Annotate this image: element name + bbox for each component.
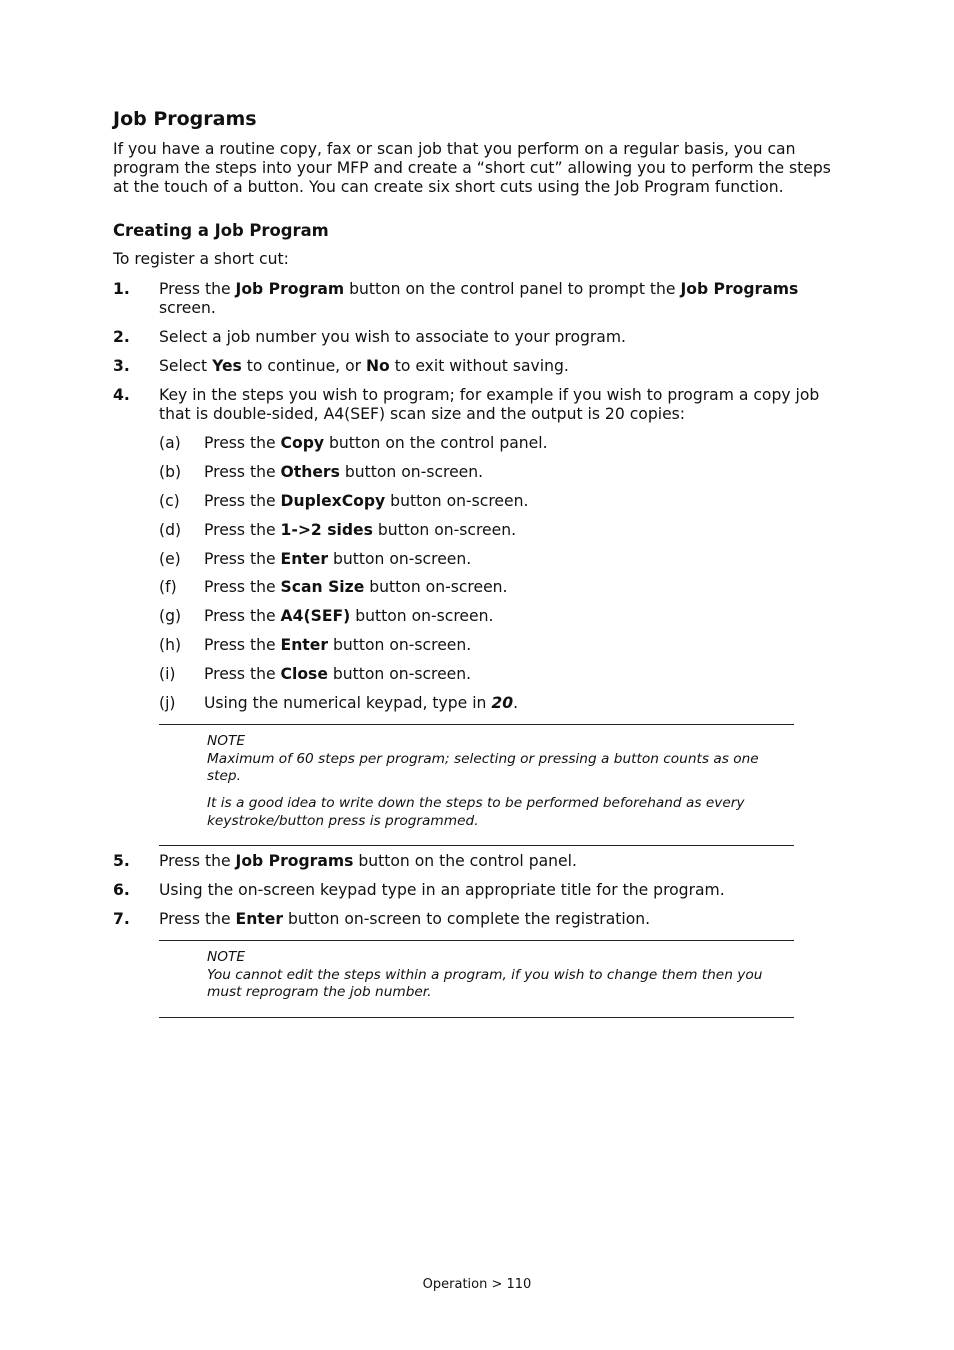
substep-bold-term: DuplexCopy [280, 492, 386, 510]
subsection-title: Creating a Job Program [113, 221, 329, 240]
substep-bold-term: Enter [280, 550, 329, 568]
step-text: Using the on-screen keypad type in an appropriate title for the program. [159, 881, 725, 899]
substep-text-part: Press the [204, 521, 281, 539]
step-text: Key in the steps you wish to program; for example if you wish to program a copy job that is double-sided, A4(SEF) scan size and the output is 20 copies: [159, 386, 820, 423]
substep-text-part: Press the [204, 578, 281, 596]
substep-bold-term: Copy [280, 434, 325, 452]
substep-text [204, 463, 838, 482]
lead-text: To register a short cut: [113, 250, 289, 268]
substep-letter: (h) [159, 636, 182, 654]
substep-text [204, 550, 838, 569]
substep-text [204, 578, 838, 597]
step-text-part: button on-screen to complete the registration. [283, 910, 651, 928]
substep-text-part: Press the [204, 636, 281, 654]
substep-text [204, 665, 838, 684]
step-text-part: Press the [159, 852, 236, 870]
substep-letter: (g) [159, 607, 182, 625]
step-text: Select a job number you wish to associate to your program. [159, 328, 627, 346]
step-number: 1. [113, 280, 130, 298]
step-bold-term: Job Program [235, 280, 345, 298]
step-text-part: Press the [159, 280, 236, 298]
substep-text-part: button on-screen. [328, 636, 472, 654]
intro-paragraph: If you have a routine copy, fax or scan job that you perform on a regular basis, you can program the steps into your MFP and create a “short cut” allowing you to perform the steps at the touch of a button. You can create six short cuts using the Job Program function. [113, 140, 831, 196]
substep-text [204, 607, 838, 626]
substep-text-part: Press the [204, 550, 281, 568]
step-text-part: screen. [159, 299, 216, 317]
note-content [207, 949, 777, 1002]
substep-bold-term: 20 [491, 694, 514, 712]
note-box [159, 940, 794, 1018]
substep-text-part: button on the control panel. [324, 434, 548, 452]
substep-text-part: . [513, 694, 519, 712]
substep-text-part: Press the [204, 463, 281, 481]
substep-text-part: button on-screen. [328, 550, 472, 568]
step-bold-term: Yes [212, 357, 242, 375]
step-text-part: button on the control panel to prompt the [344, 280, 681, 298]
note-text: You cannot edit the steps within a program, if you wish to change them then you must reprogram the job number. [207, 966, 763, 1001]
step-text [159, 280, 838, 318]
step-number: 5. [113, 852, 130, 870]
note-label: NOTE [207, 733, 246, 749]
substep-text [204, 434, 838, 453]
step-text-part: Press the [159, 910, 236, 928]
substep-text-part: Press the [204, 492, 281, 510]
section-title: Job Programs [113, 108, 257, 130]
note-content [207, 733, 777, 831]
substep-letter: (c) [159, 492, 180, 510]
step-bold-term: No [366, 357, 390, 375]
step-text [159, 852, 838, 871]
step-text-part: button on the control panel. [353, 852, 577, 870]
substep-text-part: button on-screen. [327, 665, 472, 683]
substep-bold-term: 1->2 sides [280, 521, 373, 539]
substep-text-part: button on-screen. [350, 607, 494, 625]
substep-bold-term: Others [280, 463, 340, 481]
substep-bold-term: A4(SEF) [280, 607, 351, 625]
step-text-part: Select [159, 357, 213, 375]
step-bold-term: Enter [235, 910, 284, 928]
substep-letter: (a) [159, 434, 181, 452]
step-bold-term: Job Programs [680, 280, 799, 298]
substep-text-part: button on-screen. [364, 578, 508, 596]
note-box [159, 724, 794, 846]
substep-bold-term: Enter [280, 636, 329, 654]
step-number: 7. [113, 910, 130, 928]
substep-bold-term: Scan Size [280, 578, 365, 596]
step-number: 2. [113, 328, 130, 346]
note-text: It is a good idea to write down the steps to be performed beforehand as every keystroke/button press is programmed. [207, 795, 745, 829]
step-number: 4. [113, 386, 130, 404]
substep-text [204, 492, 838, 511]
substep-text-part: Using the numerical keypad, type in [204, 694, 492, 712]
substep-text-part: button on-screen. [372, 521, 517, 539]
step-bold-term: Job Programs [235, 852, 354, 870]
note-label: NOTE [207, 949, 246, 965]
substep-letter: (e) [159, 550, 181, 568]
substep-text [204, 636, 838, 655]
step-text [159, 910, 838, 929]
substep-text-part: button on-screen. [385, 492, 529, 510]
substep-letter: (f) [159, 578, 177, 596]
substep-text-part: Press the [204, 434, 281, 452]
step-number: 3. [113, 357, 130, 375]
substep-text [204, 521, 838, 540]
substep-text-part: button on-screen. [339, 463, 484, 481]
step-text [159, 357, 838, 376]
substep-text-part: Press the [204, 665, 281, 683]
step-text-part: to exit without saving. [389, 357, 569, 375]
substep-letter: (d) [159, 521, 182, 539]
substep-text-part: Press the [204, 607, 281, 625]
step-number: 6. [113, 881, 130, 899]
substep-letter: (b) [159, 463, 182, 481]
substep-text [204, 694, 838, 713]
note-text: Maximum of 60 steps per program; selecting or pressing a button counts as one step. [207, 750, 759, 785]
substep-letter: (j) [159, 694, 176, 712]
step-text-part: to continue, or [241, 357, 366, 375]
substep-bold-term: Close [280, 665, 328, 683]
page-footer: Operation > 110 [422, 1277, 532, 1292]
substep-letter: (i) [159, 665, 176, 683]
